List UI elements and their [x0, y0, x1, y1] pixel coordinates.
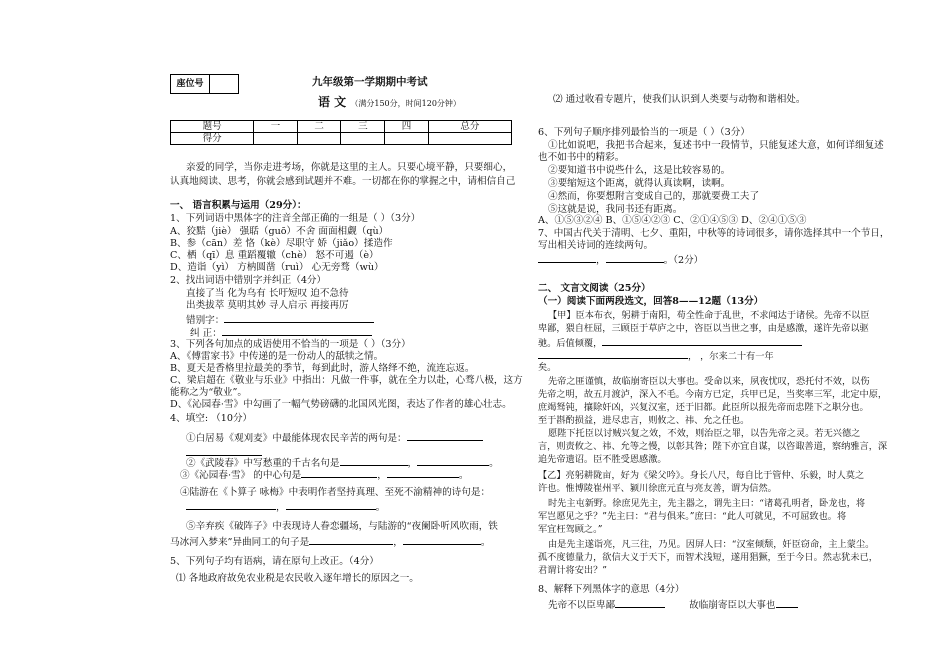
subject-name: 语 文 [318, 95, 347, 109]
q4-blank[interactable] [417, 456, 489, 466]
q4-blank[interactable] [340, 456, 408, 466]
q5-sentence-1: ⑴ 各地政府故免农业税是农民收入逐年增长的原因之一。 [176, 573, 419, 584]
q4-item-4-blank: ， 。 [186, 500, 385, 514]
passage-a-line-8: 庶竭驽钝，攘除奸凶，兴复汉室，还于旧都。此臣所以报先帝而忠陛下之职分也。 [538, 402, 869, 413]
passage-b-line-3: 时先主屯新野。徐庶见先主，先主器之，谓先主曰：“诸葛孔明者，卧龙也，将 [548, 498, 866, 509]
wrong-chars-label: 错别字： [186, 315, 225, 326]
question-8: 8、解释下列黑体字的意思（4分） [538, 584, 685, 595]
score-header-cell: 总分 [428, 121, 511, 133]
seat-number-box [170, 74, 239, 94]
question-5: 5、下列句子均有语病，请在原句上改正。（4分） [170, 556, 379, 567]
seat-number-blank[interactable] [210, 75, 238, 93]
score-table-score-row [171, 133, 512, 145]
passage-b-line-8: 君谓计将安出？” [538, 565, 608, 576]
q1-option-b: B、参（cān）差 恪（kè）尽职守 娇（jiǎo）揉造作 [170, 238, 393, 249]
score-cell[interactable] [341, 133, 385, 145]
passage-b-line-4: 军岂愿见之乎？”先主曰：“君与俱来。”庶曰：“此人可就见，不可屈致也。将 [538, 511, 847, 522]
q3-option-c-cont: 能称之为“敬业”。 [170, 387, 247, 398]
passage-b-line-7: 孤不度德量力，欲信大义于天下，而智术浅短，遂用猖獗，至于今日。然志犹未已， [538, 552, 878, 563]
exam-subject [318, 93, 461, 110]
q4-item-3: ③《沁园春·雪》 的中心句是 ， 。 [180, 470, 469, 481]
question-6: 6、下列句子顺序排列最恰当的一项是（ ）（3分） [538, 127, 750, 138]
passage-a-line-11: 言，则责攸之、祎、允等之慢，以彰其咎；陛下亦宜自谋，以咨诹善道，察纳雅言，深 [538, 441, 888, 452]
score-cell[interactable] [297, 133, 341, 145]
score-header-cell: 四 [385, 121, 429, 133]
q8-blank[interactable] [776, 598, 798, 608]
q1-option-a: A、狡黠（jiè） 强聒（guō）不舍 面面相觑（qù） [170, 226, 389, 237]
section-two-heading: 二、 文言文阅读（25分） [538, 283, 651, 294]
q2-wrong-chars-label [186, 313, 374, 327]
question-1: 1、下列词语中黑体字的注音全部正确的一组是（ ）（3分） [170, 213, 421, 224]
score-row-label: 得分 [171, 133, 254, 145]
q7-answer-line: ， 。（2分） [538, 253, 703, 267]
score-header-cell: 三 [341, 121, 385, 133]
intro-line-2: 认真地阅读、思考，你就会感到试题并不难。一切都在你的掌握之中，请相信自己 [170, 176, 516, 187]
question-7: 7、中国古代关于清明、七夕、重阳，中秋等的诗词很多，请你选择其中一个节日， [538, 228, 890, 239]
q7-points: （2分） [673, 255, 704, 266]
score-header-cell: 一 [254, 121, 298, 133]
score-cell[interactable] [254, 133, 298, 145]
q8-item-2: 故临崩寄臣以大事也 [689, 600, 776, 611]
q4-blank[interactable] [186, 446, 262, 456]
wrong-chars-blank[interactable] [224, 313, 374, 323]
q3-option-a: A、《傅雷家书》中传递的是一份动人的舐犊之情。 [170, 351, 384, 362]
q4-item-1 [186, 431, 483, 445]
seat-number-label: 座位号 [171, 75, 210, 93]
q4-blank[interactable] [387, 468, 459, 478]
score-header-cell: 题号 [171, 121, 254, 133]
q4-blank[interactable] [301, 468, 377, 478]
passage-a-line-3 [538, 336, 802, 350]
correction-label: 纠 正： [190, 328, 222, 339]
q8-items [548, 598, 798, 612]
q4-blank[interactable] [407, 431, 483, 441]
score-table-header-row [171, 121, 512, 133]
passage-a-line-1: 【甲】臣本布衣，躬耕于南阳，苟全性命于乱世，不求闻达于诸侯。先帝不以臣 [548, 310, 870, 321]
q4-blank[interactable] [309, 535, 393, 545]
q4-item-3-text: ③《沁园春·雪》 的中心句是 [180, 470, 302, 481]
correction-blank[interactable] [222, 326, 372, 336]
passage-a-line-4-text: ， ，尔来二十有一年 [688, 351, 774, 362]
q4-item-5: ⑤辛弃疾《破阵子》中表现诗人眷恋疆场，与陆游的“夜阑卧听风吹雨，铁 [186, 521, 498, 532]
q6-options: A、①⑤③②④ B、①⑤④②③ C、②①④⑤③ D、②④①⑤③ [538, 215, 807, 226]
q7-blank[interactable] [538, 253, 596, 263]
passage-b-line-2: 许也。惟博陵崔州平、颍川徐庶元直与亮友善，谓为信然。 [538, 483, 777, 494]
passage-a-line-3-text: 驰。后值倾覆， [538, 338, 603, 349]
passage-a-line-12: 追先帝遗诏。臣不胜受恩感激。 [538, 454, 667, 465]
q4-item-5-cont-text: 马冰河入梦来”异曲同工的句子是 [170, 537, 310, 548]
q6-sentence-5: ⑤这就是说，我同书还有距离。 [548, 204, 683, 215]
passage-b-line-1: 【乙】亮躬耕陇亩，好为《梁父吟》。身长八尺，每自比于管仲、乐毅，时人莫之 [538, 470, 865, 481]
passage-blank[interactable] [538, 349, 688, 359]
passage-a-line-2: 卑鄙，猥自枉屈，三顾臣于草庐之中，咨臣以当世之事，由是感激，遂许先帝以驱 [538, 323, 869, 334]
subject-note: （满分150分，时间120分钟） [350, 99, 461, 108]
q4-item-4: ④陆游在《卜算子 咏梅》中表明作者坚持真理、至死不渝精神的诗句是： [180, 487, 491, 498]
q1-option-d: D、造诣（yì） 方枘圆凿（ruì） 心无旁骛（wù） [170, 262, 384, 273]
question-2: 2、找出词语中错别字并纠正（4分） [170, 275, 327, 286]
q3-option-d: D、《沁园春·雪》中勾画了一幅气势磅礴的北国风光图，表达了作者的雄心壮志。 [170, 399, 512, 410]
score-header-cell: 二 [297, 121, 341, 133]
score-cell[interactable] [428, 133, 511, 145]
q8-blank[interactable] [615, 598, 665, 608]
passage-blank[interactable] [602, 336, 802, 346]
q5-sentence-2: ⑵ 通过收看专题片，使我们认识到人类要与动物和谐相处。 [553, 94, 806, 105]
reading-instruction: （一）阅读下面两段选文，回答8——12题（13分） [538, 296, 764, 307]
passage-a-line-5: 矣。 [538, 362, 557, 373]
q3-option-c: C、梁启超在《敬业与乐业》中指出：凡做一件事，就在全力以赴，心骛八极，这方 [170, 375, 523, 386]
q4-blank[interactable] [186, 500, 276, 510]
q7-blank[interactable] [606, 253, 664, 263]
q4-blank[interactable] [286, 500, 376, 510]
passage-a-line-9: 至于斟酌损益，进尽忠言，则攸之、祎、允之任也。 [538, 415, 750, 426]
q2-words-row-2: 出类拔萃 莫明其妙 寻人启示 再接再厉 [186, 300, 349, 311]
score-table [170, 120, 512, 145]
q2-words-row-1: 直接了当 化为乌有 长吁短叹 迫不急待 [186, 288, 349, 299]
question-3: 3、下列各句加点的成语使用不恰当的一项是（ ）（3分） [170, 339, 411, 350]
q6-sentence-2: ②要知道书中说些什么，这是比较容易的。 [548, 165, 731, 176]
q6-sentence-1-cont: 也不如书中的精彩。 [538, 152, 625, 163]
passage-a-line-4 [538, 349, 774, 363]
passage-a-line-6: 先帝之匪谨慎，故临崩寄臣以大事也。受命以来，夙夜忧叹，恐托付不效，以伤 [548, 376, 870, 387]
intro-line-1: 亲爱的同学，当你走进考场，你就是这里的主人。只要心境平静，只要细心， [186, 162, 513, 173]
section-one-heading: 一、 语言积累与运用（29分）： [170, 200, 307, 211]
q4-item-1-text: ①白居易《观刈麦》中最能体现农民辛苦的两句是： [186, 433, 407, 444]
q4-item-2: ②《武陵春》中写愁重的千古名句是 ， 。 [186, 458, 499, 469]
q1-option-c: C、栖（qī）息 重蹈覆辙（chè） 怒不可遏（è） [170, 250, 379, 261]
question-4: 4、填空: （10分） [170, 413, 253, 424]
q6-sentence-1: ①比如说吧，我把书合起来，复述书中一段情节，只能复述大意，如何详细复述 [548, 140, 884, 151]
q4-blank[interactable] [403, 535, 481, 545]
q8-item-1: 先帝不以臣卑鄙 [548, 600, 616, 611]
passage-a-line-10: 愿陛下托臣以讨贼兴复之效，不效，则治臣之罪，以告先帝之灵。若无兴德之 [548, 428, 861, 439]
exam-title: 九年级第一学期期中考试 [312, 76, 428, 88]
passage-b-line-6: 由是先主遂诣亮，凡三往，乃见。因屏人曰：“汉室倾颓，奸臣窃命，主上蒙尘。 [548, 539, 875, 550]
q6-sentence-3: ③要缩短这个距离，就得认真读啊，读啊。 [548, 178, 731, 189]
q2-correction-label [190, 326, 372, 340]
q4-item-2-text: ②《武陵春》中写愁重的千古名句是 [186, 458, 340, 469]
question-7-cont: 写出相关诗词的连续两句。 [538, 240, 654, 251]
passage-b-line-5: 军宜枉驾顾之。” [538, 524, 603, 535]
passage-a-line-7: 先帝之明，故五月渡泸，深入不毛。今南方已定，兵甲已足，当奖率三军，北定中原， [538, 389, 888, 400]
q6-sentence-4: ④然而，你要想附言变成自己的，那就要费工夫了 [548, 191, 760, 202]
q3-option-b: B、夏天是香格里拉最美的季节，每到此时，游人络绎不绝，流连忘返。 [170, 363, 475, 374]
score-cell[interactable] [385, 133, 429, 145]
q4-item-5-cont: 马冰河入梦来”异曲同工的句子是 ， 。 [170, 537, 491, 548]
